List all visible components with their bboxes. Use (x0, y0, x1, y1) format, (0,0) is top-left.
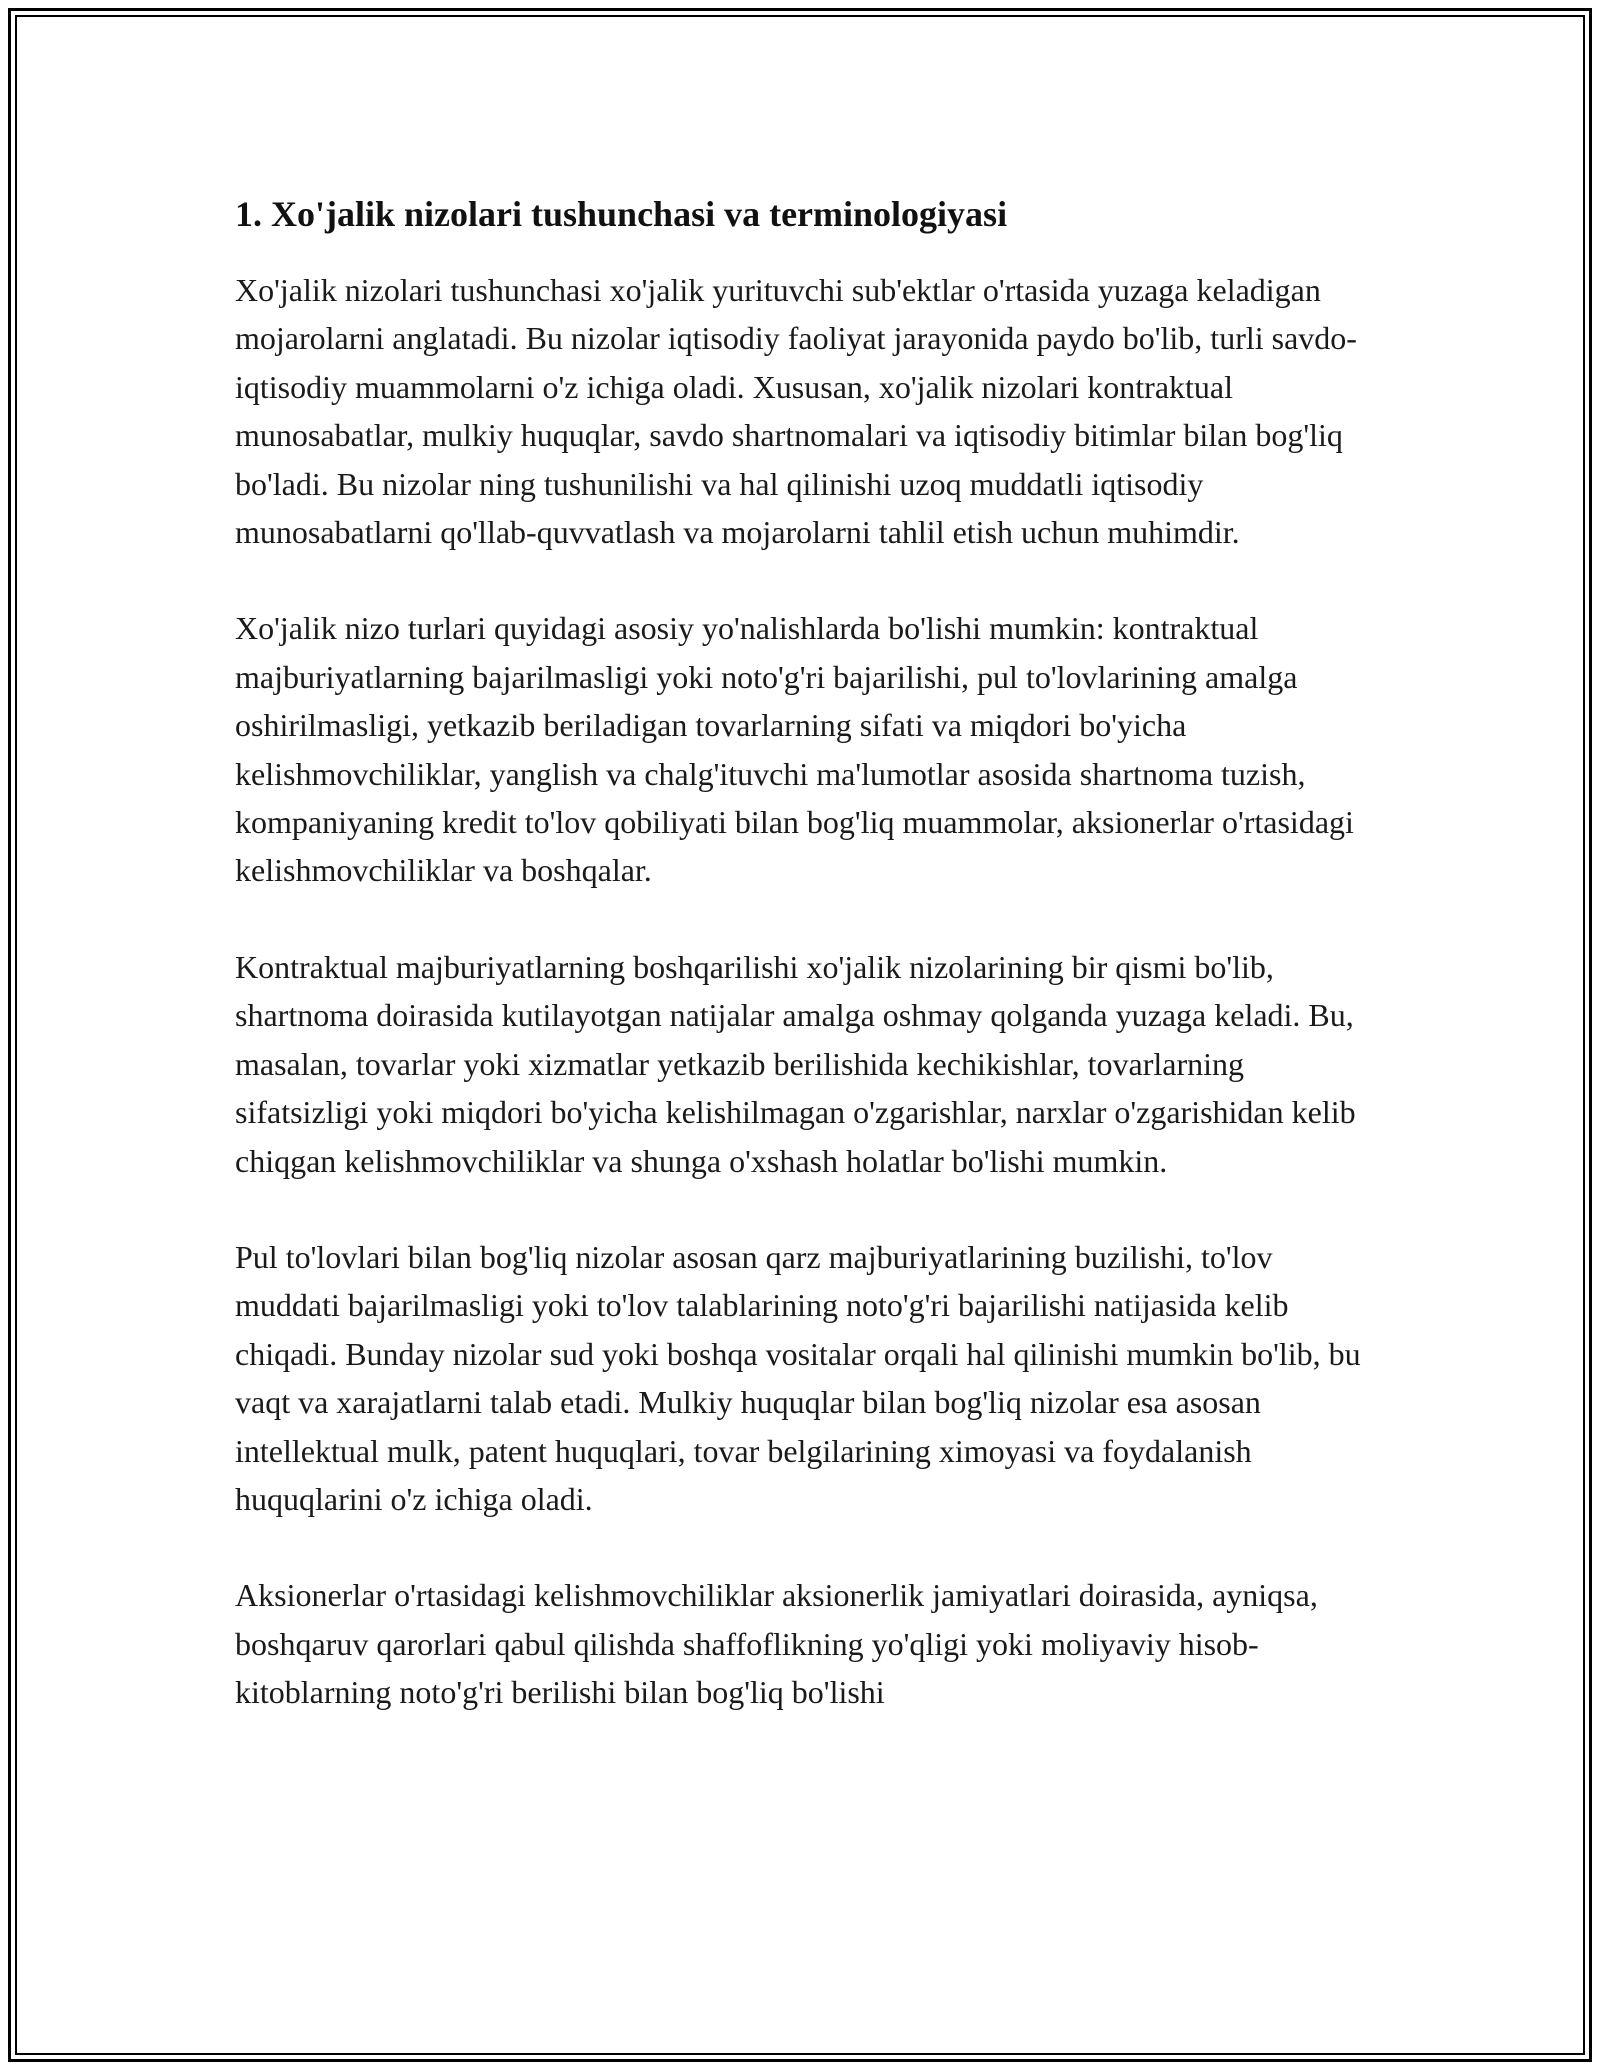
section-heading: 1. Xo'jalik nizolari tushunchasi va terminologiyasi (235, 194, 1008, 234)
paragraph-1: Xo'jalik nizolari tushunchasi xo'jalik yurituvchi sub'ektlar o'rtasida yuzaga keladigan mojarolarni anglatadi. Bu nizolar iqtisodiy faoliyat jarayonida paydo bo'lib, turli savdo-iqtisodiy muammolarni o'z ichiga oladi. Xususan, xo'jalik nizolari kontraktual munosabatlar, mulkiy huquqlar, savdo shartnomalari va iqtisodiy bitimlar bilan bog'liq bo'ladi. Bu nizolar ning tushunilishi va hal qilinishi uzoq muddatli iqtisodiy munosabatlarni qo'llab-quvvatlash va mojarolarni tahlil etish uchun muhimdir. (235, 272, 1357, 551)
paragraph-3: Kontraktual majburiyatlarning boshqarilishi xo'jalik nizolarining bir qismi bo'lib, shartnoma doirasida kutilayotgan natijalar amalga oshmay qolganda yuzaga keladi. Bu, masalan, tovarlar yoki xizmatlar yetkazib berilishida kechikishlar, tovarlarning sifatsizligi yoki miqdori bo'yicha kelishilmagan o'zgarishlar, narxlar o'zgarishidan kelib chiqgan kelishmovchiliklar va shunga o'xshash holatlar bo'lishi mumkin. (235, 948, 1356, 1179)
document-body (235, 188, 1365, 1765)
paragraph-2: Xo'jalik nizo turlari quyidagi asosiy yo'nalishlarda bo'lishi mumkin: kontraktual majburiyatlarning bajarilmasligi yoki noto'g'ri bajarilishi, pul to'lovlarining amalga oshirilmasligi, yetkazib beriladigan tovarlarning sifati va miqdori bo'yicha kelishmovchiliklar, yanglish va chalg'ituvchi ma'lumotlar asosida shartnoma tuzish, kompaniyaning kredit to'lov qobiliyati bilan bog'liq muammolar, aksionerlar o'rtasidagi kelishmovchiliklar va boshqalar. (235, 610, 1354, 889)
paragraph-4: Pul to'lovlari bilan bog'liq nizolar asosan qarz majburiyatlarining buzilishi, to'lov muddati bajarilmasligi yoki to'lov talablarining noto'g'ri bajarilishi natijasida kelib chiqadi. Bunday nizolar sud yoki boshqa vositalar orqali hal qilinishi mumkin bo'lib, bu vaqt va xarajatlarni talab etadi. Mulkiy huquqlar bilan bog'liq nizolar esa asosan intellektual mulk, patent huquqlari, tovar belgilarining ximoyasi va foydalanish huquqlarini o'z ichiga oladi. (235, 1238, 1361, 1517)
paragraph-5: Aksionerlar o'rtasidagi kelishmovchiliklar aksionerlik jamiyatlari doirasida, ayniqsa, boshqaruv qarorlari qabul qilishda shaffoflikning yo'qligi yoki moliyaviy hisob-kitoblarning noto'g'ri berilishi bilan bog'liq bo'lishi (235, 1577, 1318, 1711)
